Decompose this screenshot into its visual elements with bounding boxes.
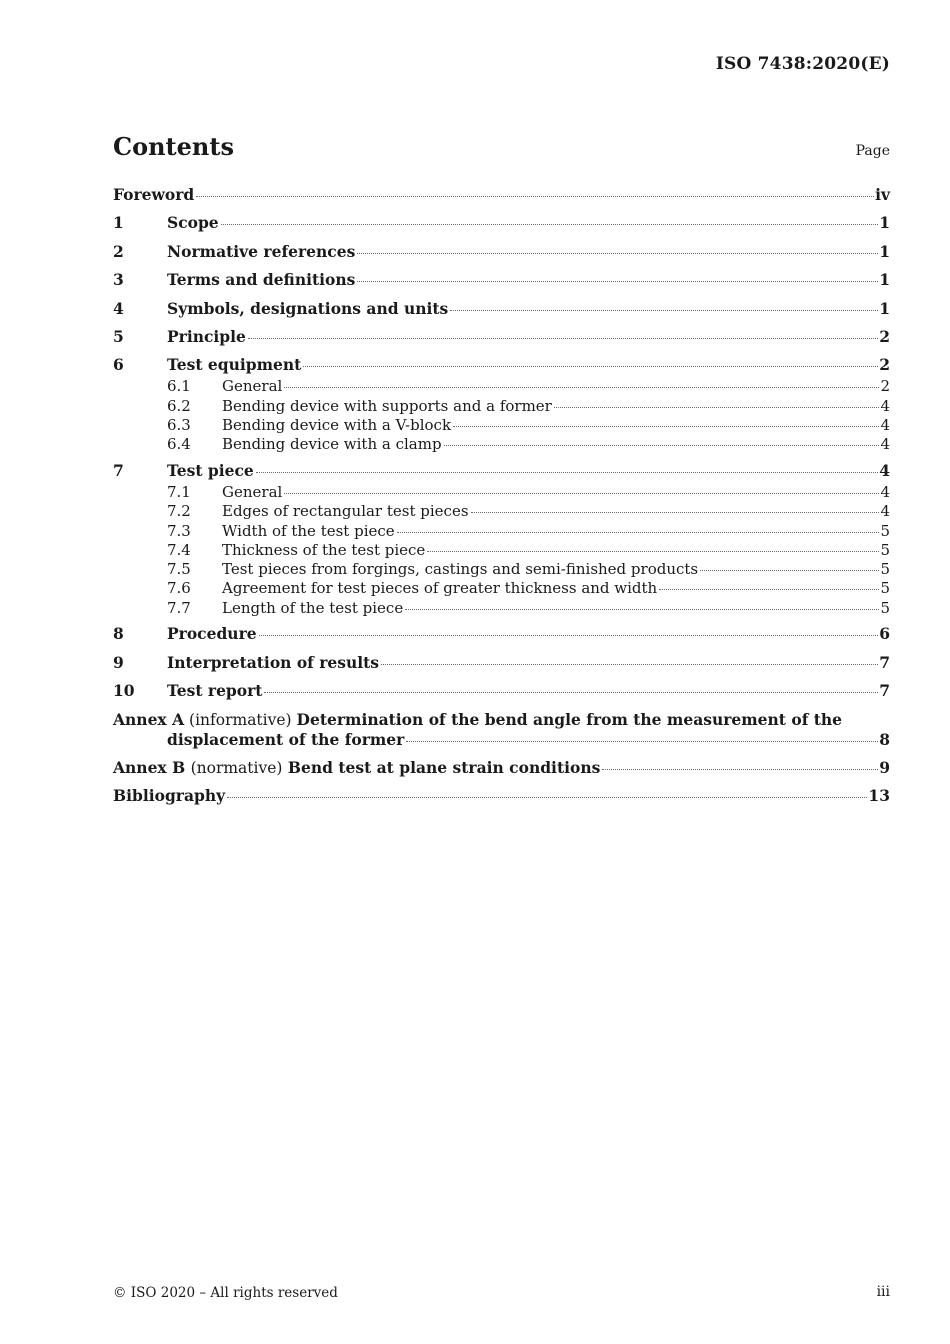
toc-entry-page: 7 [879,652,890,672]
toc-entry-annex-b[interactable] [113,758,890,780]
section-title: Test report [167,681,263,701]
leader-dots [357,281,878,282]
annex-a-title-line2: displacement of the former [167,729,405,749]
toc-entry-section[interactable] [113,270,890,292]
annex-a-type: (informative) [189,710,292,729]
toc-entry-title: Bibliography [113,786,226,806]
toc-entry-subsection[interactable] [113,483,890,502]
subsection-number: 7.1 [167,482,191,501]
toc-entry-section[interactable] [113,299,890,321]
annex-b-type: (normative) [190,758,283,777]
leader-dots [303,366,878,367]
toc-entry-page: 1 [879,213,890,233]
toc-entry-subsection[interactable] [113,397,890,416]
toc-entry-page: 5 [880,560,890,579]
section-number: 7 [113,460,124,480]
leader-dots [397,532,880,533]
toc-entry-subsection[interactable] [113,416,890,435]
toc-entry-subsection[interactable] [113,599,890,618]
toc-entry-section[interactable] [113,327,890,349]
section-title: Principle [167,326,246,346]
annex-a-first-line [113,710,890,730]
section-number: 1 [113,213,124,233]
toc-entry-subsection[interactable] [113,435,890,454]
subsection-number: 7.3 [167,521,191,540]
section-title: Interpretation of results [167,652,380,672]
section-number: 5 [113,326,124,346]
toc-entry-page: 1 [879,270,890,290]
page-number: iii [876,1284,890,1300]
leader-dots [453,426,879,427]
copyright-notice: © ISO 2020 – All rights reserved [113,1285,338,1301]
leader-dots [264,692,878,693]
section-number: 2 [113,241,124,261]
section-title: Test equipment [167,355,302,375]
leader-dots [221,224,879,225]
subsection-number: 7.6 [167,579,191,598]
toc-entry-page: 5 [880,521,890,540]
page-title: Contents [113,132,234,161]
toc-entry-page: 4 [880,435,890,454]
section-number: 4 [113,298,124,318]
leader-dots [284,493,879,494]
toc-entry-page: 2 [879,355,890,375]
subsection-title: Width of the test piece [222,521,395,540]
leader-dots [284,387,879,388]
toc-entry-page: iv [875,185,890,204]
section-title: Terms and definitions [167,270,356,290]
annex-a-second-line [113,730,890,752]
toc-entry-bibliography[interactable] [113,786,890,808]
toc-entry-section[interactable] [113,355,890,377]
leader-dots [196,196,874,197]
toc-entry-subsection[interactable] [113,502,890,521]
toc-entry-page: 2 [880,377,890,396]
leader-dots [357,253,878,254]
toc-entry-page: 1 [879,241,890,261]
toc-entry-page: 4 [879,460,890,480]
subsection-number: 7.7 [167,598,191,617]
leader-dots [406,741,878,742]
toc-entry-page: 9 [879,757,890,777]
subsection-title: Edges of rectangular test pieces [222,502,469,521]
leader-dots [256,472,878,473]
leader-dots [602,769,878,770]
toc-entry-section[interactable] [113,624,890,646]
toc-entry-section[interactable] [113,681,890,703]
toc-entry-title: Foreword [113,185,195,204]
leader-dots [227,797,867,798]
annex-b-title: Bend test at plane strain conditions [287,757,601,777]
leader-dots [471,512,880,513]
toc-entry-annex-a[interactable] [113,710,890,752]
section-title: Symbols, designations and units [167,298,449,318]
subsection-title: General [222,482,283,501]
subsection-number: 6.2 [167,396,191,415]
toc-entry-subsection[interactable] [113,560,890,579]
toc-sections [113,213,890,703]
toc-entry-subsection[interactable] [113,377,890,396]
annex-a-label: Annex A [113,709,185,729]
leader-dots [248,338,878,339]
toc-entry-foreword[interactable] [113,185,890,207]
section-title: Test piece [167,460,254,480]
leader-dots [700,570,879,571]
subsection-title: Thickness of the test piece [222,540,426,559]
toc-entry-page: 6 [879,624,890,644]
toc-entry-subsection[interactable] [113,522,890,541]
toc-entry-subsection[interactable] [113,541,890,560]
document-identifier: ISO 7438:2020(E) [715,54,890,74]
leader-dots [659,589,879,590]
toc-entry-page: 4 [880,415,890,434]
subsection-title: Test pieces from forgings, castings and semi-finished products [222,560,699,579]
page-column-label: Page [855,143,890,159]
toc-entry-page: 4 [880,502,890,521]
subsection-number: 7.4 [167,540,191,559]
subsection-title: Bending device with a clamp [222,435,442,454]
toc-entry-section[interactable] [113,461,890,483]
subsection-title: Bending device with a V-block [222,415,452,434]
section-number: 8 [113,624,124,644]
subsection-title: Bending device with supports and a former [222,396,552,415]
leader-dots [444,445,880,446]
section-title: Normative references [167,241,356,261]
section-number: 10 [113,681,135,701]
annex-a-title-line1: Determination of the bend angle from the measurement of the [296,709,843,729]
subsection-number: 7.2 [167,502,191,521]
table-of-contents [113,185,890,808]
toc-entry-page: 4 [880,396,890,415]
section-number: 6 [113,355,124,375]
subsection-number: 6.3 [167,415,191,434]
subsection-title: Length of the test piece [222,598,404,617]
leader-dots [405,609,879,610]
leader-dots [259,635,879,636]
toc-entry-page: 4 [880,482,890,501]
toc-entry-section[interactable] [113,242,890,264]
toc-entry-page: 5 [880,540,890,559]
subsection-number: 6.1 [167,377,191,396]
toc-entry-section[interactable] [113,653,890,675]
toc-entry-page: 1 [879,298,890,318]
subsection-number: 7.5 [167,560,191,579]
subsection-title: General [222,377,283,396]
leader-dots [554,407,880,408]
leader-dots [427,551,879,552]
leader-dots [450,310,878,311]
toc-entry-subsection[interactable] [113,579,890,598]
toc-entry-page: 5 [880,598,890,617]
toc-entry-page: 8 [879,729,890,749]
toc-entry-page: 5 [880,579,890,598]
annex-b-label: Annex B [113,757,186,777]
section-title: Scope [167,213,219,233]
section-number: 9 [113,652,124,672]
toc-entry-page: 13 [868,786,890,806]
toc-entry-page: 7 [879,681,890,701]
section-title: Procedure [167,624,257,644]
toc-entry-section[interactable] [113,213,890,235]
subsection-title: Agreement for test pieces of greater thickness and width [222,579,658,598]
toc-entry-page: 2 [879,326,890,346]
leader-dots [381,664,878,665]
section-number: 3 [113,270,124,290]
subsection-number: 6.4 [167,435,191,454]
